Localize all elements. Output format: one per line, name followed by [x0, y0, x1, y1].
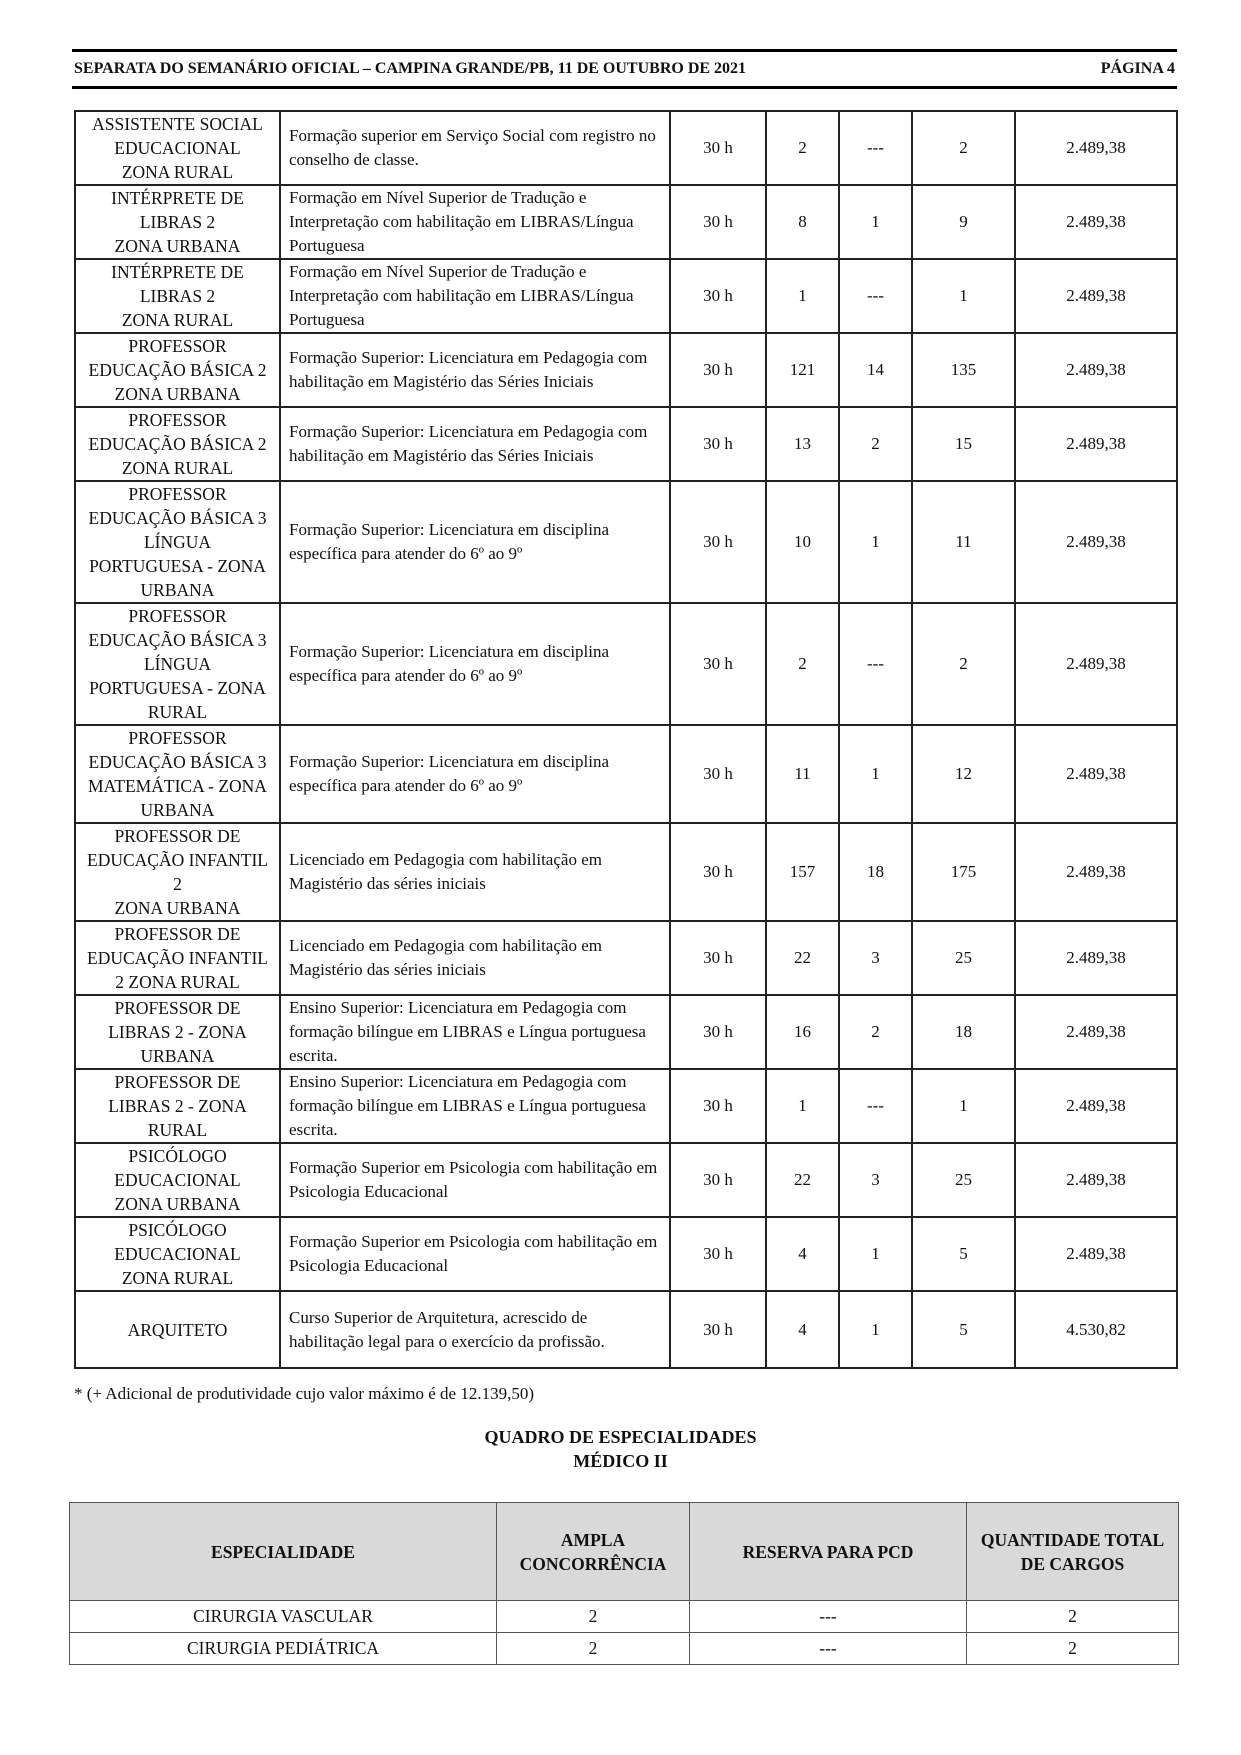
- cargo-line: PROFESSOR: [128, 728, 227, 748]
- cell-vencimento: 2.489,38: [1015, 481, 1177, 603]
- cell-total: 18: [912, 995, 1015, 1069]
- cargo-line: PROFESSOR: [128, 606, 227, 626]
- cell-pcd: 18: [839, 823, 912, 921]
- cargo-line: ZONA RURAL: [121, 458, 234, 478]
- table-row: [75, 1217, 1177, 1291]
- cell-ampla: 11: [766, 725, 839, 823]
- cell-carga-horaria: 30 h: [670, 725, 766, 823]
- cell-carga-horaria: 30 h: [670, 603, 766, 725]
- cell-vencimento: 2.489,38: [1015, 333, 1177, 407]
- cell-carga-horaria: 30 h: [670, 481, 766, 603]
- cell-requisito: Formação em Nível Superior de Tradução e Interpretação com habilitação em LIBRAS/Língua Portuguesa: [280, 259, 670, 333]
- header-ampla: AMPLA CONCORRÊNCIA: [497, 1503, 690, 1601]
- cargo-line: 2 ZONA RURAL: [115, 972, 240, 992]
- cargo-line: PORTUGUESA - ZONA: [89, 556, 266, 576]
- cell-cargo: [75, 995, 280, 1069]
- cargo-line: PROFESSOR: [128, 336, 227, 356]
- cargo-line: MATEMÁTICA - ZONA: [88, 776, 267, 796]
- cell-total: 5: [912, 1217, 1015, 1291]
- cell-requisito: Formação em Nível Superior de Tradução e Interpretação com habilitação em LIBRAS/Língua Portuguesa: [280, 185, 670, 259]
- cell-requisito: Formação Superior: Licenciatura em disciplina específica para atender do 6º ao 9º: [280, 725, 670, 823]
- cell-cargo: [75, 1069, 280, 1143]
- cargo-line: EDUCAÇÃO BÁSICA 3: [88, 752, 267, 772]
- cargo-line: PROFESSOR DE: [114, 924, 241, 944]
- cell-pcd: ---: [839, 603, 912, 725]
- cell-vencimento: 2.489,38: [1015, 1217, 1177, 1291]
- cell-ampla: 22: [766, 921, 839, 995]
- cell-vencimento: 2.489,38: [1015, 603, 1177, 725]
- cargo-line: EDUCACIONAL: [114, 1170, 241, 1190]
- cell-carga-horaria: 30 h: [670, 185, 766, 259]
- cargo-line: URBANA: [140, 1046, 215, 1066]
- table-row: [75, 725, 1177, 823]
- cell-requisito: Curso Superior de Arquitetura, acrescido de habilitação legal para o exercício da profissão.: [280, 1291, 670, 1368]
- cargo-line: EDUCAÇÃO BÁSICA 3: [88, 630, 267, 650]
- cell-cargo: [75, 921, 280, 995]
- cell-vencimento: 2.489,38: [1015, 259, 1177, 333]
- cell-cargo: [75, 407, 280, 481]
- cargo-line: ZONA RURAL: [121, 162, 234, 182]
- cell-ampla: 2: [766, 603, 839, 725]
- cell-total: 135: [912, 333, 1015, 407]
- cargo-line: EDUCAÇÃO BÁSICA 2: [88, 434, 267, 454]
- cell-pcd: 1: [839, 1217, 912, 1291]
- cell-requisito: Licenciado em Pedagogia com habilitação em Magistério das séries iniciais: [280, 823, 670, 921]
- cell-especialidade: CIRURGIA VASCULAR: [70, 1601, 497, 1633]
- cargo-line: ZONA URBANA: [114, 1194, 241, 1214]
- cell-pcd: 2: [839, 995, 912, 1069]
- cell-pcd: 14: [839, 333, 912, 407]
- cell-carga-horaria: 30 h: [670, 407, 766, 481]
- cell-cargo: [75, 481, 280, 603]
- cell-requisito: Ensino Superior: Licenciatura em Pedagogia com formação bilíngue em LIBRAS e Língua portuguesa escrita.: [280, 1069, 670, 1143]
- cell-total: 25: [912, 1143, 1015, 1217]
- cell-requisito: Formação Superior: Licenciatura em Pedagogia com habilitação em Magistério das Séries Iniciais: [280, 333, 670, 407]
- cargo-line: ARQUITETO: [127, 1319, 228, 1340]
- cargos-table-body: [75, 111, 1177, 1368]
- cargo-line: PROFESSOR DE: [114, 998, 241, 1018]
- header-especialidade: ESPECIALIDADE: [70, 1503, 497, 1601]
- cell-ampla: 1: [766, 259, 839, 333]
- cell-carga-horaria: 30 h: [670, 1143, 766, 1217]
- table-row: [75, 603, 1177, 725]
- quadro-title: QUADRO DE ESPECIALIDADES: [484, 1427, 757, 1447]
- cargo-line: LÍNGUA: [143, 532, 212, 552]
- cell-requisito: Formação Superior: Licenciatura em Pedagogia com habilitação em Magistério das Séries Iniciais: [280, 407, 670, 481]
- cell-cargo: [75, 1291, 280, 1368]
- cell-requisito: Licenciado em Pedagogia com habilitação em Magistério das séries iniciais: [280, 921, 670, 995]
- cell-pcd: ---: [839, 111, 912, 185]
- cell-requisito: Formação superior em Serviço Social com registro no conselho de classe.: [280, 111, 670, 185]
- cell-pcd: ---: [839, 1069, 912, 1143]
- cell-ampla: 16: [766, 995, 839, 1069]
- footnote: * (+ Adicional de produtividade cujo valor máximo é de 12.139,50): [74, 1384, 534, 1403]
- quadro-subtitle: MÉDICO II: [573, 1451, 668, 1471]
- cell-pcd: ---: [690, 1601, 967, 1633]
- cell-carga-horaria: 30 h: [670, 995, 766, 1069]
- table-row: [75, 921, 1177, 995]
- cell-pcd: 1: [839, 725, 912, 823]
- especialidade-row: [70, 1601, 1179, 1633]
- cell-ampla: 4: [766, 1291, 839, 1368]
- cell-ampla: 1: [766, 1069, 839, 1143]
- cargo-line: RURAL: [147, 1120, 208, 1140]
- cargo-line: INTÉRPRETE DE: [111, 262, 244, 282]
- cell-requisito: Formação Superior: Licenciatura em disciplina específica para atender do 6º ao 9º: [280, 481, 670, 603]
- table-row: [75, 259, 1177, 333]
- cell-carga-horaria: 30 h: [670, 1291, 766, 1368]
- cargo-line: EDUCAÇÃO BÁSICA 2: [88, 360, 267, 380]
- cell-cargo: [75, 725, 280, 823]
- cell-vencimento: 2.489,38: [1015, 185, 1177, 259]
- cell-total: 2: [912, 603, 1015, 725]
- cargo-line: EDUCACIONAL: [114, 138, 241, 158]
- cell-carga-horaria: 30 h: [670, 921, 766, 995]
- cargo-line: PORTUGUESA - ZONA: [89, 678, 266, 698]
- cell-ampla: 8: [766, 185, 839, 259]
- cell-ampla: 2: [497, 1601, 690, 1633]
- cargo-line: PSICÓLOGO: [128, 1220, 227, 1240]
- cargo-line: ASSISTENTE SOCIAL: [92, 114, 263, 134]
- cargo-line: PROFESSOR DE: [114, 1072, 241, 1092]
- header-title: SEPARATA DO SEMANÁRIO OFICIAL – CAMPINA GRANDE/PB, 11 DE OUTUBRO DE 2021: [74, 60, 747, 77]
- cargo-line: ZONA RURAL: [121, 310, 234, 330]
- cell-total: 2: [967, 1601, 1179, 1633]
- cargo-line: 2: [173, 874, 182, 894]
- cell-pcd: 1: [839, 481, 912, 603]
- especialidade-row: [70, 1633, 1179, 1665]
- page-header: [72, 49, 1177, 89]
- cell-vencimento: 2.489,38: [1015, 921, 1177, 995]
- page-number: PÁGINA 4: [1100, 60, 1175, 77]
- cell-carga-horaria: 30 h: [670, 333, 766, 407]
- cell-pcd: ---: [839, 259, 912, 333]
- cell-especialidade: CIRURGIA PEDIÁTRICA: [70, 1633, 497, 1665]
- cell-vencimento: 2.489,38: [1015, 823, 1177, 921]
- cell-ampla: 4: [766, 1217, 839, 1291]
- cell-total: 15: [912, 407, 1015, 481]
- cell-vencimento: 2.489,38: [1015, 725, 1177, 823]
- table-row: [75, 1291, 1177, 1368]
- cell-cargo: [75, 259, 280, 333]
- cargo-line: PROFESSOR: [128, 410, 227, 430]
- cell-total: 9: [912, 185, 1015, 259]
- table-row: [75, 481, 1177, 603]
- cargo-line: ZONA URBANA: [114, 384, 241, 404]
- cell-total: 2: [967, 1633, 1179, 1665]
- table-row: [75, 1069, 1177, 1143]
- cell-total: 12: [912, 725, 1015, 823]
- cell-carga-horaria: 30 h: [670, 111, 766, 185]
- cell-pcd: 1: [839, 1291, 912, 1368]
- cell-cargo: [75, 823, 280, 921]
- table-row: [75, 995, 1177, 1069]
- cargo-line: RURAL: [147, 702, 208, 722]
- cell-total: 11: [912, 481, 1015, 603]
- cell-total: 25: [912, 921, 1015, 995]
- especialidades-table: [69, 1502, 1179, 1665]
- cell-vencimento: 2.489,38: [1015, 407, 1177, 481]
- especialidades-header-row: [70, 1503, 1179, 1601]
- cell-total: 5: [912, 1291, 1015, 1368]
- cell-pcd: ---: [690, 1633, 967, 1665]
- cell-total: 2: [912, 111, 1015, 185]
- cell-cargo: [75, 603, 280, 725]
- cell-requisito: Formação Superior em Psicologia com habilitação em Psicologia Educacional: [280, 1217, 670, 1291]
- cell-ampla: 2: [497, 1633, 690, 1665]
- cargo-line: LIBRAS 2: [139, 286, 216, 306]
- cargo-line: EDUCAÇÃO INFANTIL: [87, 948, 268, 968]
- cargo-line: EDUCAÇÃO INFANTIL: [87, 850, 268, 870]
- cell-carga-horaria: 30 h: [670, 823, 766, 921]
- cell-requisito: Ensino Superior: Licenciatura em Pedagogia com formação bilíngue em LIBRAS e Língua portuguesa escrita.: [280, 995, 670, 1069]
- cell-pcd: 3: [839, 921, 912, 995]
- header-pcd: RESERVA PARA PCD: [690, 1503, 967, 1601]
- cargo-line: PROFESSOR: [128, 484, 227, 504]
- cell-vencimento: 2.489,38: [1015, 1143, 1177, 1217]
- cargos-table: [74, 110, 1178, 1369]
- cell-carga-horaria: 30 h: [670, 1217, 766, 1291]
- cell-pcd: 1: [839, 185, 912, 259]
- cell-cargo: [75, 1217, 280, 1291]
- cell-ampla: 13: [766, 407, 839, 481]
- cell-ampla: 157: [766, 823, 839, 921]
- especialidades-table-body: [70, 1601, 1179, 1665]
- cargo-line: ZONA URBANA: [114, 898, 241, 918]
- cell-vencimento: 2.489,38: [1015, 1069, 1177, 1143]
- cargo-line: INTÉRPRETE DE: [111, 188, 244, 208]
- table-row: [75, 185, 1177, 259]
- cell-requisito: Formação Superior em Psicologia com habilitação em Psicologia Educacional: [280, 1143, 670, 1217]
- table-row: [75, 407, 1177, 481]
- cargo-line: LIBRAS 2: [139, 212, 216, 232]
- table-row: [75, 111, 1177, 185]
- table-row: [75, 333, 1177, 407]
- cargo-line: LIBRAS 2 - ZONA: [108, 1022, 247, 1042]
- cell-ampla: 2: [766, 111, 839, 185]
- table-row: [75, 823, 1177, 921]
- cell-pcd: 3: [839, 1143, 912, 1217]
- cell-carga-horaria: 30 h: [670, 1069, 766, 1143]
- header-total: QUANTIDADE TOTAL DE CARGOS: [967, 1503, 1179, 1601]
- cell-total: 175: [912, 823, 1015, 921]
- cargo-line: EDUCAÇÃO BÁSICA 3: [88, 508, 267, 528]
- cell-cargo: [75, 333, 280, 407]
- cell-cargo: [75, 185, 280, 259]
- cargo-line: ZONA URBANA: [114, 236, 241, 256]
- cell-total: 1: [912, 259, 1015, 333]
- cell-requisito: Formação Superior: Licenciatura em disciplina específica para atender do 6º ao 9º: [280, 603, 670, 725]
- cargo-line: URBANA: [140, 800, 215, 820]
- cell-total: 1: [912, 1069, 1015, 1143]
- cargo-line: PSICÓLOGO: [128, 1146, 227, 1166]
- cell-vencimento: 2.489,38: [1015, 995, 1177, 1069]
- cell-ampla: 121: [766, 333, 839, 407]
- cargo-line: URBANA: [140, 580, 215, 600]
- cargo-line: PROFESSOR DE: [114, 826, 241, 846]
- cell-ampla: 10: [766, 481, 839, 603]
- cell-pcd: 2: [839, 407, 912, 481]
- cell-ampla: 22: [766, 1143, 839, 1217]
- cell-vencimento: 2.489,38: [1015, 111, 1177, 185]
- cell-cargo: [75, 111, 280, 185]
- cargo-line: LÍNGUA: [143, 654, 212, 674]
- cargo-line: ZONA RURAL: [121, 1268, 234, 1288]
- cargo-line: EDUCACIONAL: [114, 1244, 241, 1264]
- table-row: [75, 1143, 1177, 1217]
- cell-vencimento: 4.530,82: [1015, 1291, 1177, 1368]
- cell-cargo: [75, 1143, 280, 1217]
- cell-carga-horaria: 30 h: [670, 259, 766, 333]
- cargo-line: LIBRAS 2 - ZONA: [108, 1096, 247, 1116]
